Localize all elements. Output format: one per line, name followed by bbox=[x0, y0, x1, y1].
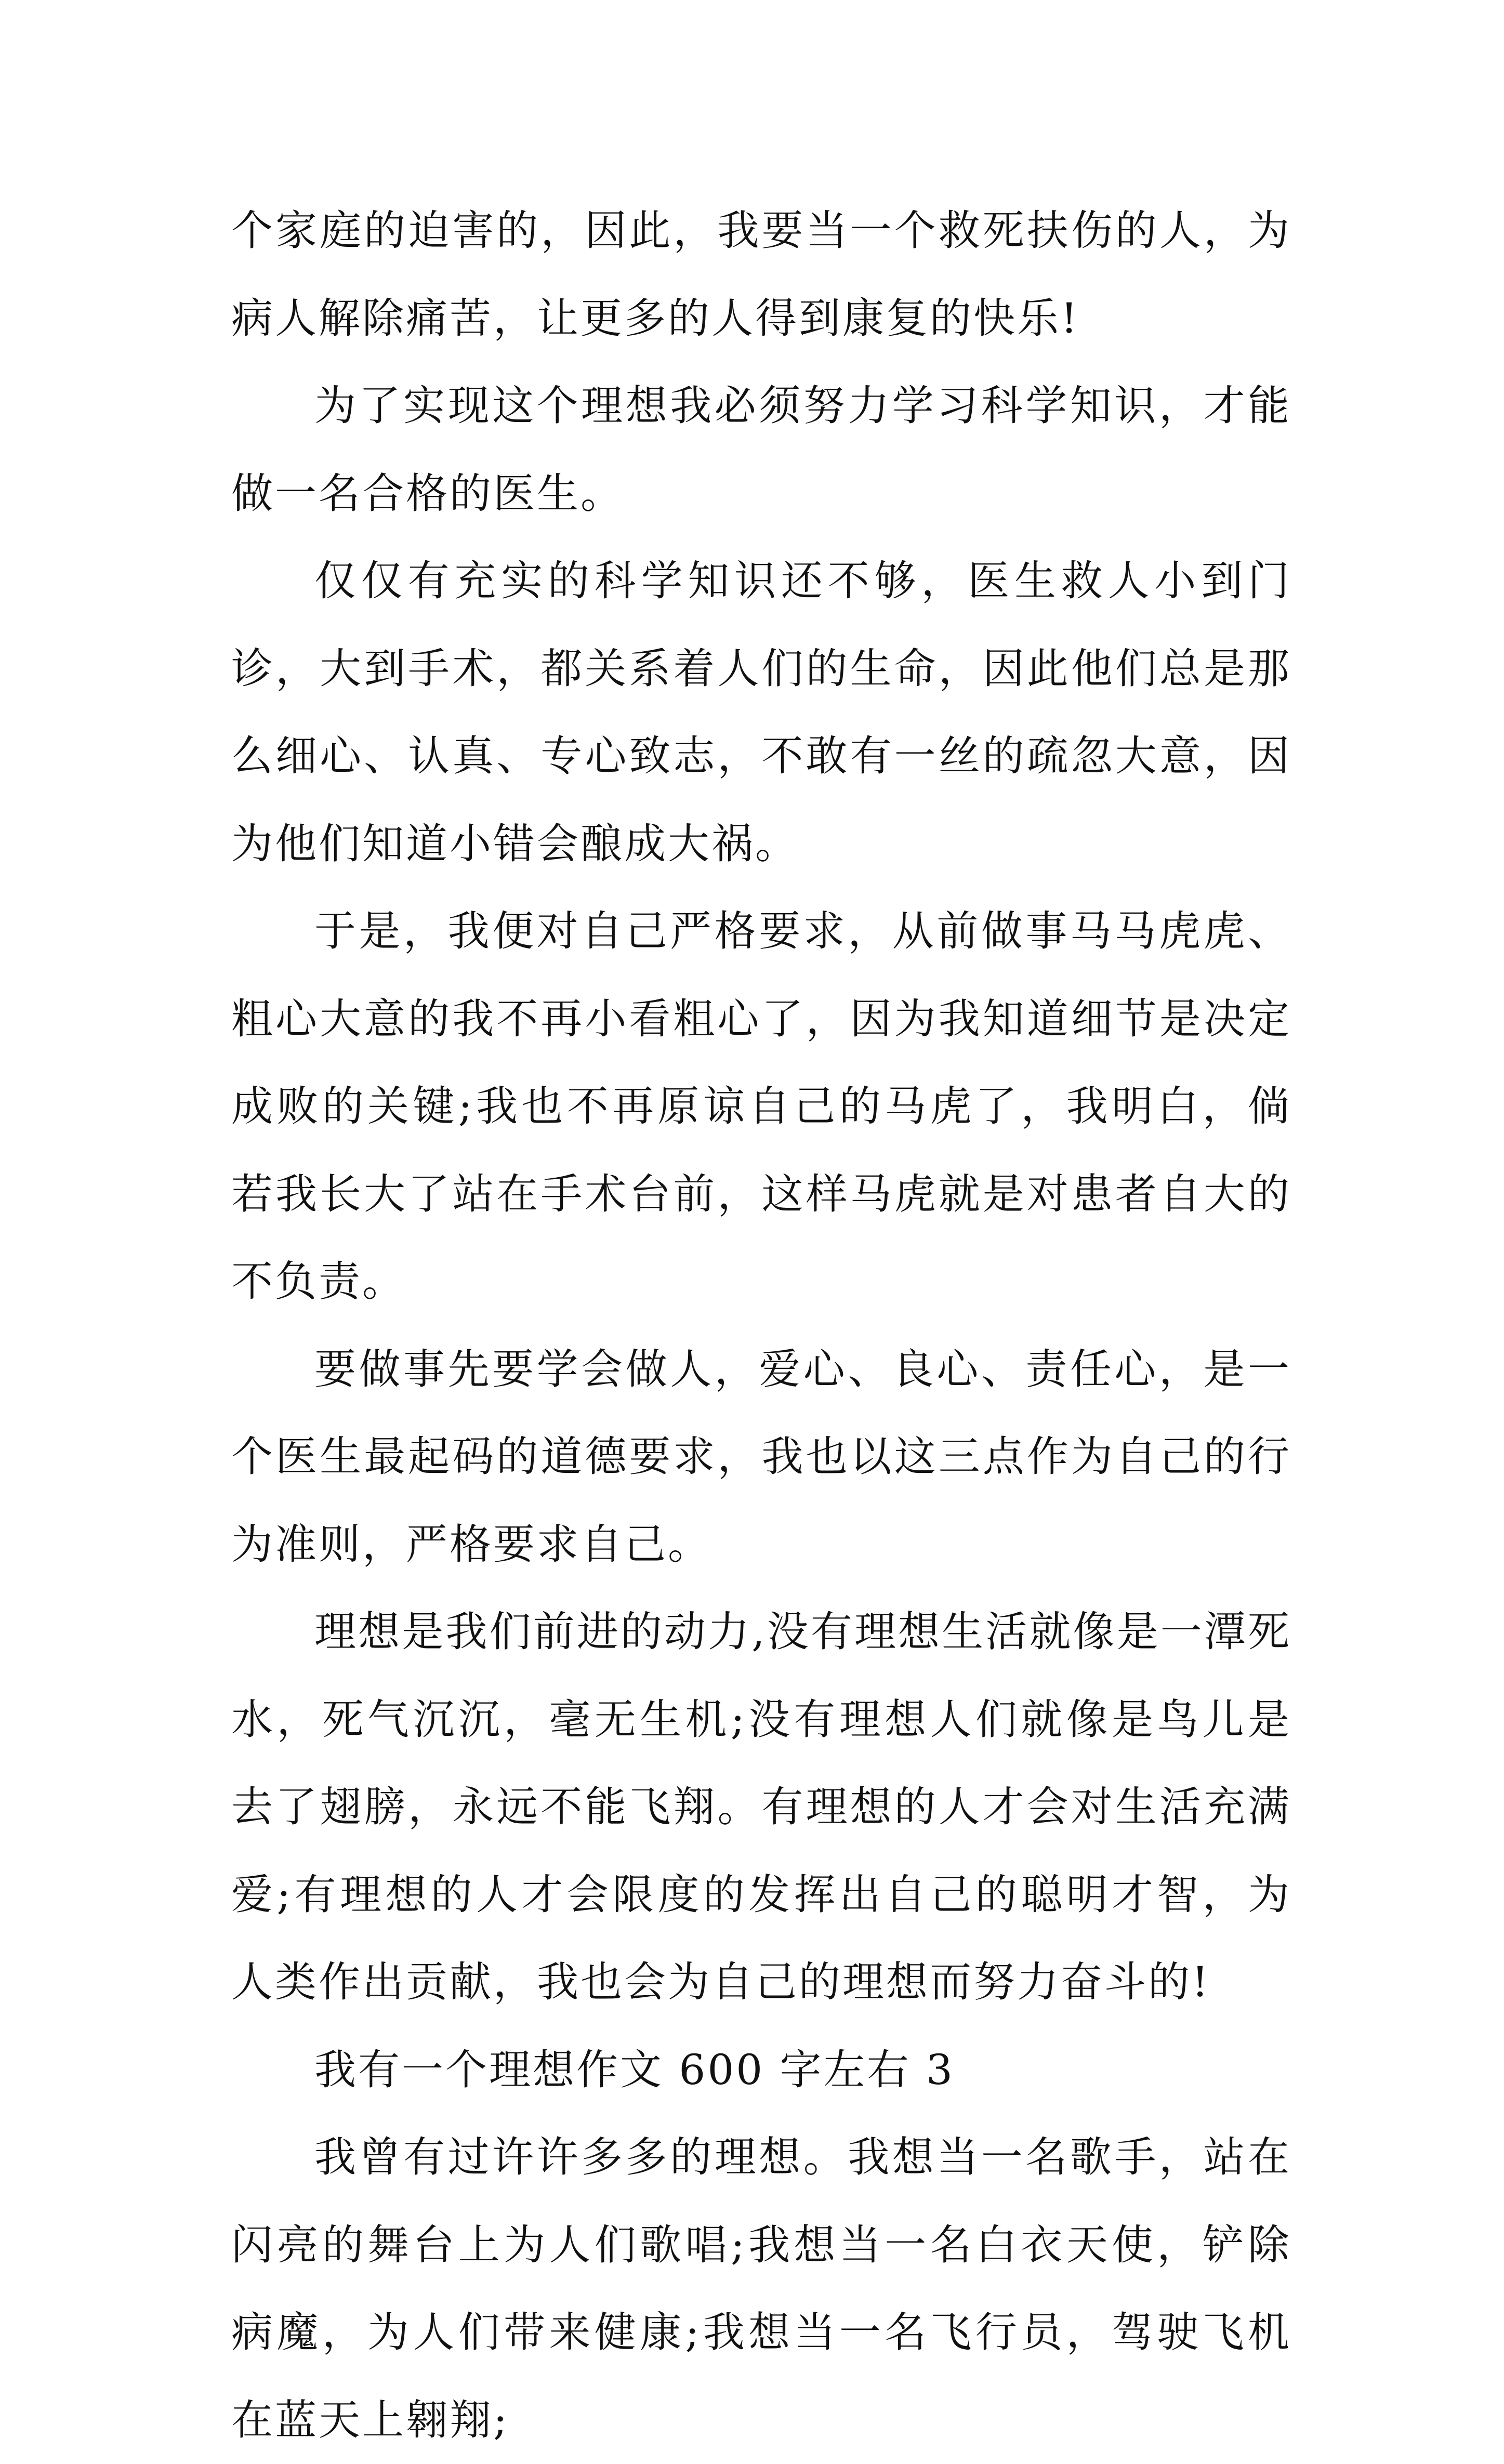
body-text bbox=[231, 187, 1291, 2464]
paragraph-4: 于是，我便对自己严格要求，从前做事马马虎虎、粗心大意的我不再小看粗心了，因为我知道细节是决定成败的关键;我也不再原谅自己的马虎了，我明白，倘若我长大了站在手术台前，这样马虎就是对患者自大的不负责。 bbox=[231, 907, 1291, 1306]
paragraph-6: 理想是我们前进的动力,没有理想生活就像是一潭死水，死气沉沉，毫无生机;没有理想人们就像是鸟儿是去了翅膀，永远不能飞翔。有理想的人才会对生活充满爱;有理想的人才会限度的发挥出自己的聪明才智，为人类作出贡献，我也会为自己的理想而努力奋斗的! bbox=[231, 1607, 1291, 2006]
paragraph-2: 为了实现这个理想我必须努力学习科学知识，才能做一名合格的医生。 bbox=[231, 381, 1291, 518]
paragraph-3: 仅仅有充实的科学知识还不够，医生救人小到门诊，大到手术，都关系着人们的生命，因此他们总是那么细心、认真、专心致志，不敢有一丝的疏忽大意，因为他们知道小错会酿成大祸。 bbox=[231, 557, 1291, 868]
paragraph-5: 要做事先要学会做人，爱心、良心、责任心，是一个医生最起码的道德要求，我也以这三点作为自己的行为准则，严格要求自己。 bbox=[231, 1345, 1291, 1569]
paragraph-7: 我曾有过许许多多的理想。我想当一名歌手，站在闪亮的舞台上为人们歌唱;我想当一名白衣天使，铲除病魔，为人们带来健康;我想当一名飞行员，驾驶飞机在蓝天上翱翔; bbox=[231, 2133, 1291, 2444]
section-heading: 我有一个理想作文 600 字左右 3 bbox=[314, 2045, 955, 2094]
paragraph-1: 个家庭的迫害的，因此，我要当一个救死扶伤的人，为病人解除痛苦，让更多的人得到康复的快乐! bbox=[231, 206, 1291, 342]
